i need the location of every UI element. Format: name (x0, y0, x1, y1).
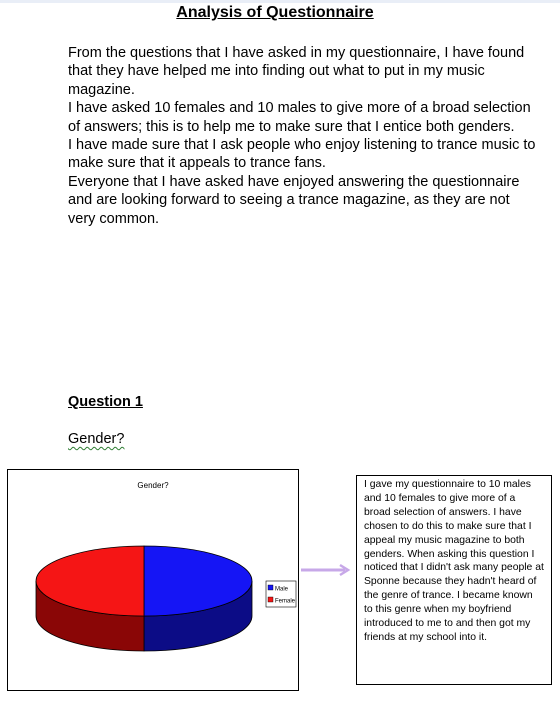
chart-title: Gender? (137, 481, 169, 490)
legend-label-male: Male (275, 586, 289, 593)
intro-paragraph: I have asked 10 females and 10 males to give more of a broad selection of answers; this is to help me to make sure that I entice both genders. (68, 100, 531, 135)
legend-swatch-female (268, 597, 273, 602)
gender-pie-chart (7, 469, 299, 691)
intro-paragraph: I have made sure that I ask people who enjoy listening to trance music to make sure that it appeals to trance fans. (68, 137, 536, 172)
note-box: I gave my questionnaire to 10 males and 10 females to give more of a broad selection of answers. I have chosen to do this to make sure that I appeal my music magazine to both genders. When asking this question I noticed that I didn't ask many people at Sponne because they hadn't heard of the genre of trance. I became known to this genre when my boyfriend introduced to me to and then got my friends at my school into it. (356, 475, 552, 685)
top-border (0, 0, 560, 3)
legend-label-female: Female (275, 598, 296, 605)
chart-legend (266, 581, 296, 607)
pie-chart-svg (8, 470, 298, 690)
intro-paragraph: From the questions that I have asked in my questionnaire, I have found that they have helped me into finding out what to put in my music magazine. (68, 45, 525, 98)
intro-text (68, 44, 538, 228)
arrow-icon (298, 563, 356, 577)
page-title: Analysis of Questionnaire (176, 4, 374, 21)
question-heading: Question 1 (68, 394, 143, 410)
pie-slices (36, 546, 252, 651)
legend-swatch-male (268, 585, 273, 590)
question-text: Gender? (68, 431, 125, 447)
intro-paragraph: Everyone that I have asked have enjoyed answering the questionnaire and are looking forward to seeing a trance magazine, as they are not very common. (68, 173, 520, 227)
